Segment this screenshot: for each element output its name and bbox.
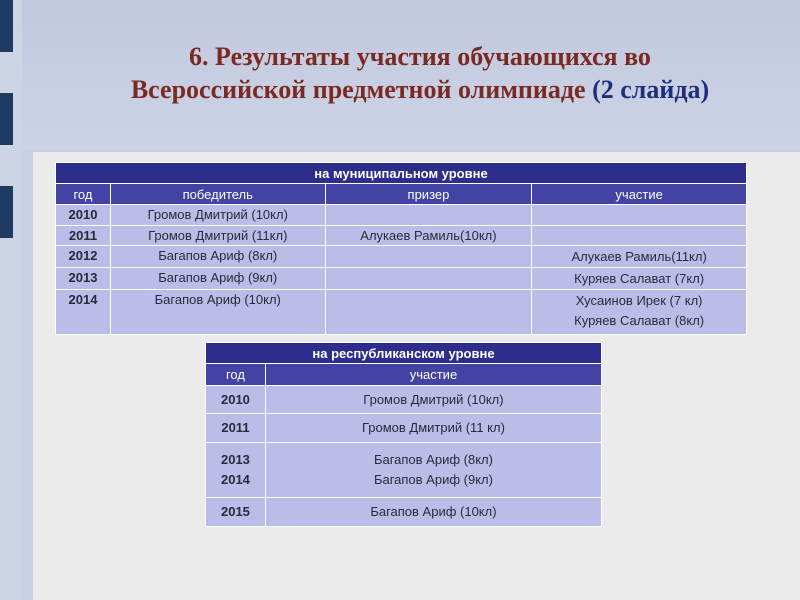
municipal-year-cell: 2010 bbox=[56, 205, 111, 226]
participant-name: Хусаинов Ирек (7 кл) bbox=[575, 293, 703, 308]
municipal-year-cell: 2013 bbox=[56, 268, 111, 290]
slide-title bbox=[60, 40, 780, 106]
republican-year: 2015 bbox=[220, 504, 250, 519]
republican-participation-cell bbox=[265, 443, 601, 498]
decor-block-3 bbox=[0, 186, 13, 238]
republican-row bbox=[206, 443, 602, 498]
republican-table bbox=[205, 342, 602, 527]
municipal-participation-cell bbox=[532, 205, 747, 226]
republican-participant: Багапов Ариф (10кл) bbox=[370, 504, 497, 519]
municipal-year-cell: 2011 bbox=[56, 226, 111, 246]
municipal-row bbox=[56, 226, 747, 246]
municipal-participation-cell bbox=[532, 226, 747, 246]
title-line-1: 6. Результаты участия обучающихся во bbox=[189, 42, 651, 71]
col-header-year: год bbox=[56, 184, 111, 205]
municipal-row bbox=[56, 246, 747, 268]
rep-col-header-participation: участие bbox=[265, 364, 601, 386]
municipal-winner-cell: Громов Дмитрий (11кл) bbox=[110, 226, 325, 246]
title-line-2: Всероссийской предметной олимпиаде bbox=[130, 75, 586, 104]
rep-col-header-year: год bbox=[206, 364, 266, 386]
republican-heading: на республиканском уровне bbox=[206, 343, 602, 364]
republican-participant: Громов Дмитрий (10кл) bbox=[363, 391, 504, 407]
municipal-prize-cell bbox=[325, 268, 532, 290]
col-header-participation: участие bbox=[532, 184, 747, 205]
municipal-winner-cell: Багапов Ариф (9кл) bbox=[110, 268, 325, 290]
municipal-winner-cell: Багапов Ариф (10кл) bbox=[110, 290, 325, 335]
republican-participation-cell bbox=[265, 498, 601, 527]
participant-name: Алукаев Рамиль(11кл) bbox=[571, 249, 707, 264]
republican-heading-row bbox=[206, 343, 602, 364]
left-decor-strip bbox=[0, 0, 22, 600]
municipal-winner-cell: Громов Дмитрий (10кл) bbox=[110, 205, 325, 226]
republican-row bbox=[206, 498, 602, 527]
republican-participation-cell bbox=[265, 386, 601, 414]
municipal-row bbox=[56, 290, 747, 335]
republican-participant: Громов Дмитрий (11 кл) bbox=[361, 420, 505, 435]
republican-year: 2011 bbox=[221, 420, 250, 435]
republican-year-cell bbox=[206, 498, 266, 527]
municipal-heading-row bbox=[56, 163, 747, 184]
republican-year: 2013 bbox=[220, 452, 250, 467]
republican-year: 2014 bbox=[220, 472, 250, 487]
municipal-row bbox=[56, 205, 747, 226]
municipal-row bbox=[56, 268, 747, 290]
republican-body bbox=[206, 386, 602, 527]
municipal-heading: на муниципальном уровне bbox=[56, 163, 747, 184]
municipal-year-cell: 2012 bbox=[56, 246, 111, 268]
republican-year-cell bbox=[206, 386, 266, 414]
municipal-header-row bbox=[56, 184, 747, 205]
municipal-prize-cell bbox=[325, 246, 532, 268]
republican-participant: Багапов Ариф (9кл) bbox=[373, 472, 493, 487]
municipal-prize-cell: Алукаев Рамиль(10кл) bbox=[325, 226, 532, 246]
republican-row bbox=[206, 386, 602, 414]
municipal-year-cell: 2014 bbox=[56, 290, 111, 335]
republican-year-cell bbox=[206, 443, 266, 498]
republican-year: 2010 bbox=[220, 391, 250, 407]
title-suffix: (2 слайда) bbox=[592, 75, 710, 104]
municipal-participation-cell bbox=[532, 268, 747, 290]
municipal-participation-cell bbox=[532, 246, 747, 268]
municipal-prize-cell bbox=[325, 290, 532, 335]
decor-block-1 bbox=[0, 0, 13, 52]
col-header-winner: победитель bbox=[110, 184, 325, 205]
republican-year-cell bbox=[206, 414, 266, 443]
republican-row bbox=[206, 414, 602, 443]
decor-block-2 bbox=[0, 93, 13, 145]
republican-header-row bbox=[206, 364, 602, 386]
municipal-body bbox=[56, 205, 747, 335]
col-header-prize: призер bbox=[325, 184, 532, 205]
republican-participant: Багапов Ариф (8кл) bbox=[373, 452, 493, 467]
municipal-table bbox=[55, 162, 747, 335]
participant-name: Куряев Салават (8кл) bbox=[574, 313, 705, 328]
participant-name: Куряев Салават (7кл) bbox=[574, 271, 705, 286]
republican-participation-cell bbox=[265, 414, 601, 443]
municipal-participation-cell bbox=[532, 290, 747, 335]
municipal-prize-cell bbox=[325, 205, 532, 226]
municipal-winner-cell: Багапов Ариф (8кл) bbox=[110, 246, 325, 268]
